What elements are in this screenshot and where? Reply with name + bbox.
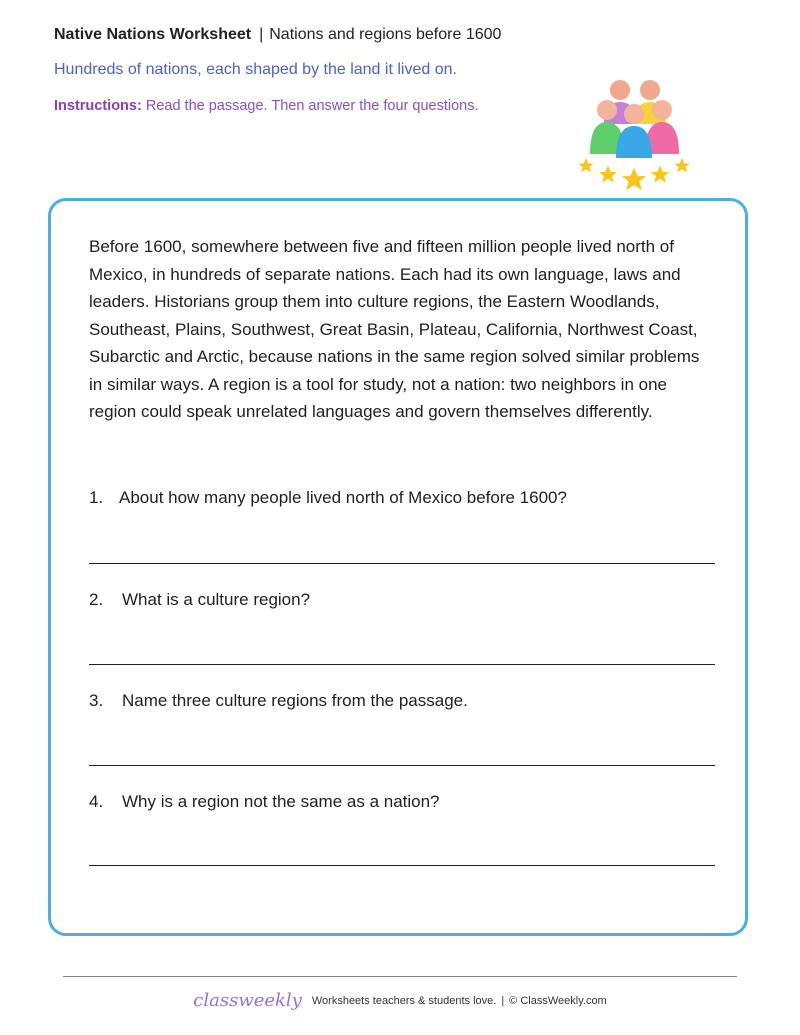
- star-4: [651, 166, 669, 183]
- answer-line-4[interactable]: [89, 865, 715, 866]
- star-3: [622, 168, 646, 191]
- star-2: [599, 166, 617, 183]
- worksheet-header: [54, 26, 501, 44]
- star-5: [674, 158, 689, 172]
- person-head-back-right: [640, 80, 660, 100]
- worksheet-title: Native Nations Worksheet: [54, 26, 252, 43]
- worksheet-card: [48, 198, 748, 936]
- question-number: 3.: [89, 691, 104, 710]
- stars-row: [578, 158, 689, 190]
- worksheet-subtitle: Hundreds of nations, each shaped by the land it lived on.: [54, 61, 457, 78]
- question-4: [89, 792, 713, 812]
- person-head-center: [624, 104, 644, 124]
- instructions: [54, 98, 479, 114]
- person-body-center: [616, 126, 652, 158]
- footer-copyright: © ClassWeekly.com: [509, 995, 607, 1007]
- question-text: Name three culture regions from the passage.: [122, 691, 468, 710]
- instructions-text: Read the passage. Then answer the four questions.: [145, 98, 479, 114]
- answer-line-2[interactable]: [89, 664, 715, 665]
- worksheet-topic: Nations and regions before 1600: [269, 26, 502, 43]
- question-2: [89, 590, 713, 610]
- question-text: What is a culture region?: [122, 590, 311, 609]
- header-separator: |: [259, 26, 264, 43]
- question-text: About how many people lived north of Mexico before 1600?: [119, 488, 567, 507]
- person-head-mid-left: [597, 100, 617, 120]
- footer-separator: |: [501, 995, 505, 1007]
- footer-divider: [63, 976, 737, 977]
- person-head-back-left: [610, 80, 630, 100]
- star-1: [578, 158, 593, 172]
- footer-tagline: Worksheets teachers & students love.: [311, 995, 497, 1007]
- group-illustration-svg: [574, 78, 694, 198]
- reading-passage: Before 1600, somewhere between five and fifteen million people lived north of Mexico, in hundreds of separate nations. Each had its own language, laws and leaders. Historians group them into culture regions, the Eastern Woodlands, Southeast, Plains, Southwest, Great Basin, Plateau, California, Northwest Coast, Subarctic and Arctic, because nations in the same region solved similar problems in similar ways. A region is a tool for study, not a nation: two neighbors in one region could speak unrelated languages and govern themselves differently.: [89, 237, 700, 421]
- question-number: 2.: [89, 590, 104, 609]
- brand-logo: classweekly: [193, 990, 302, 1011]
- group-of-people-with-stars-icon: [574, 78, 694, 198]
- question-3: [89, 691, 713, 711]
- footer: [0, 990, 800, 1011]
- question-1: [89, 488, 713, 508]
- answer-line-1[interactable]: [89, 563, 715, 564]
- question-text: Why is a region not the same as a nation?: [122, 792, 440, 811]
- question-number: 1.: [89, 488, 104, 507]
- person-head-mid-right: [652, 100, 672, 120]
- answer-line-3[interactable]: [89, 765, 715, 766]
- question-number: 4.: [89, 792, 104, 811]
- instructions-label: Instructions:: [54, 98, 142, 114]
